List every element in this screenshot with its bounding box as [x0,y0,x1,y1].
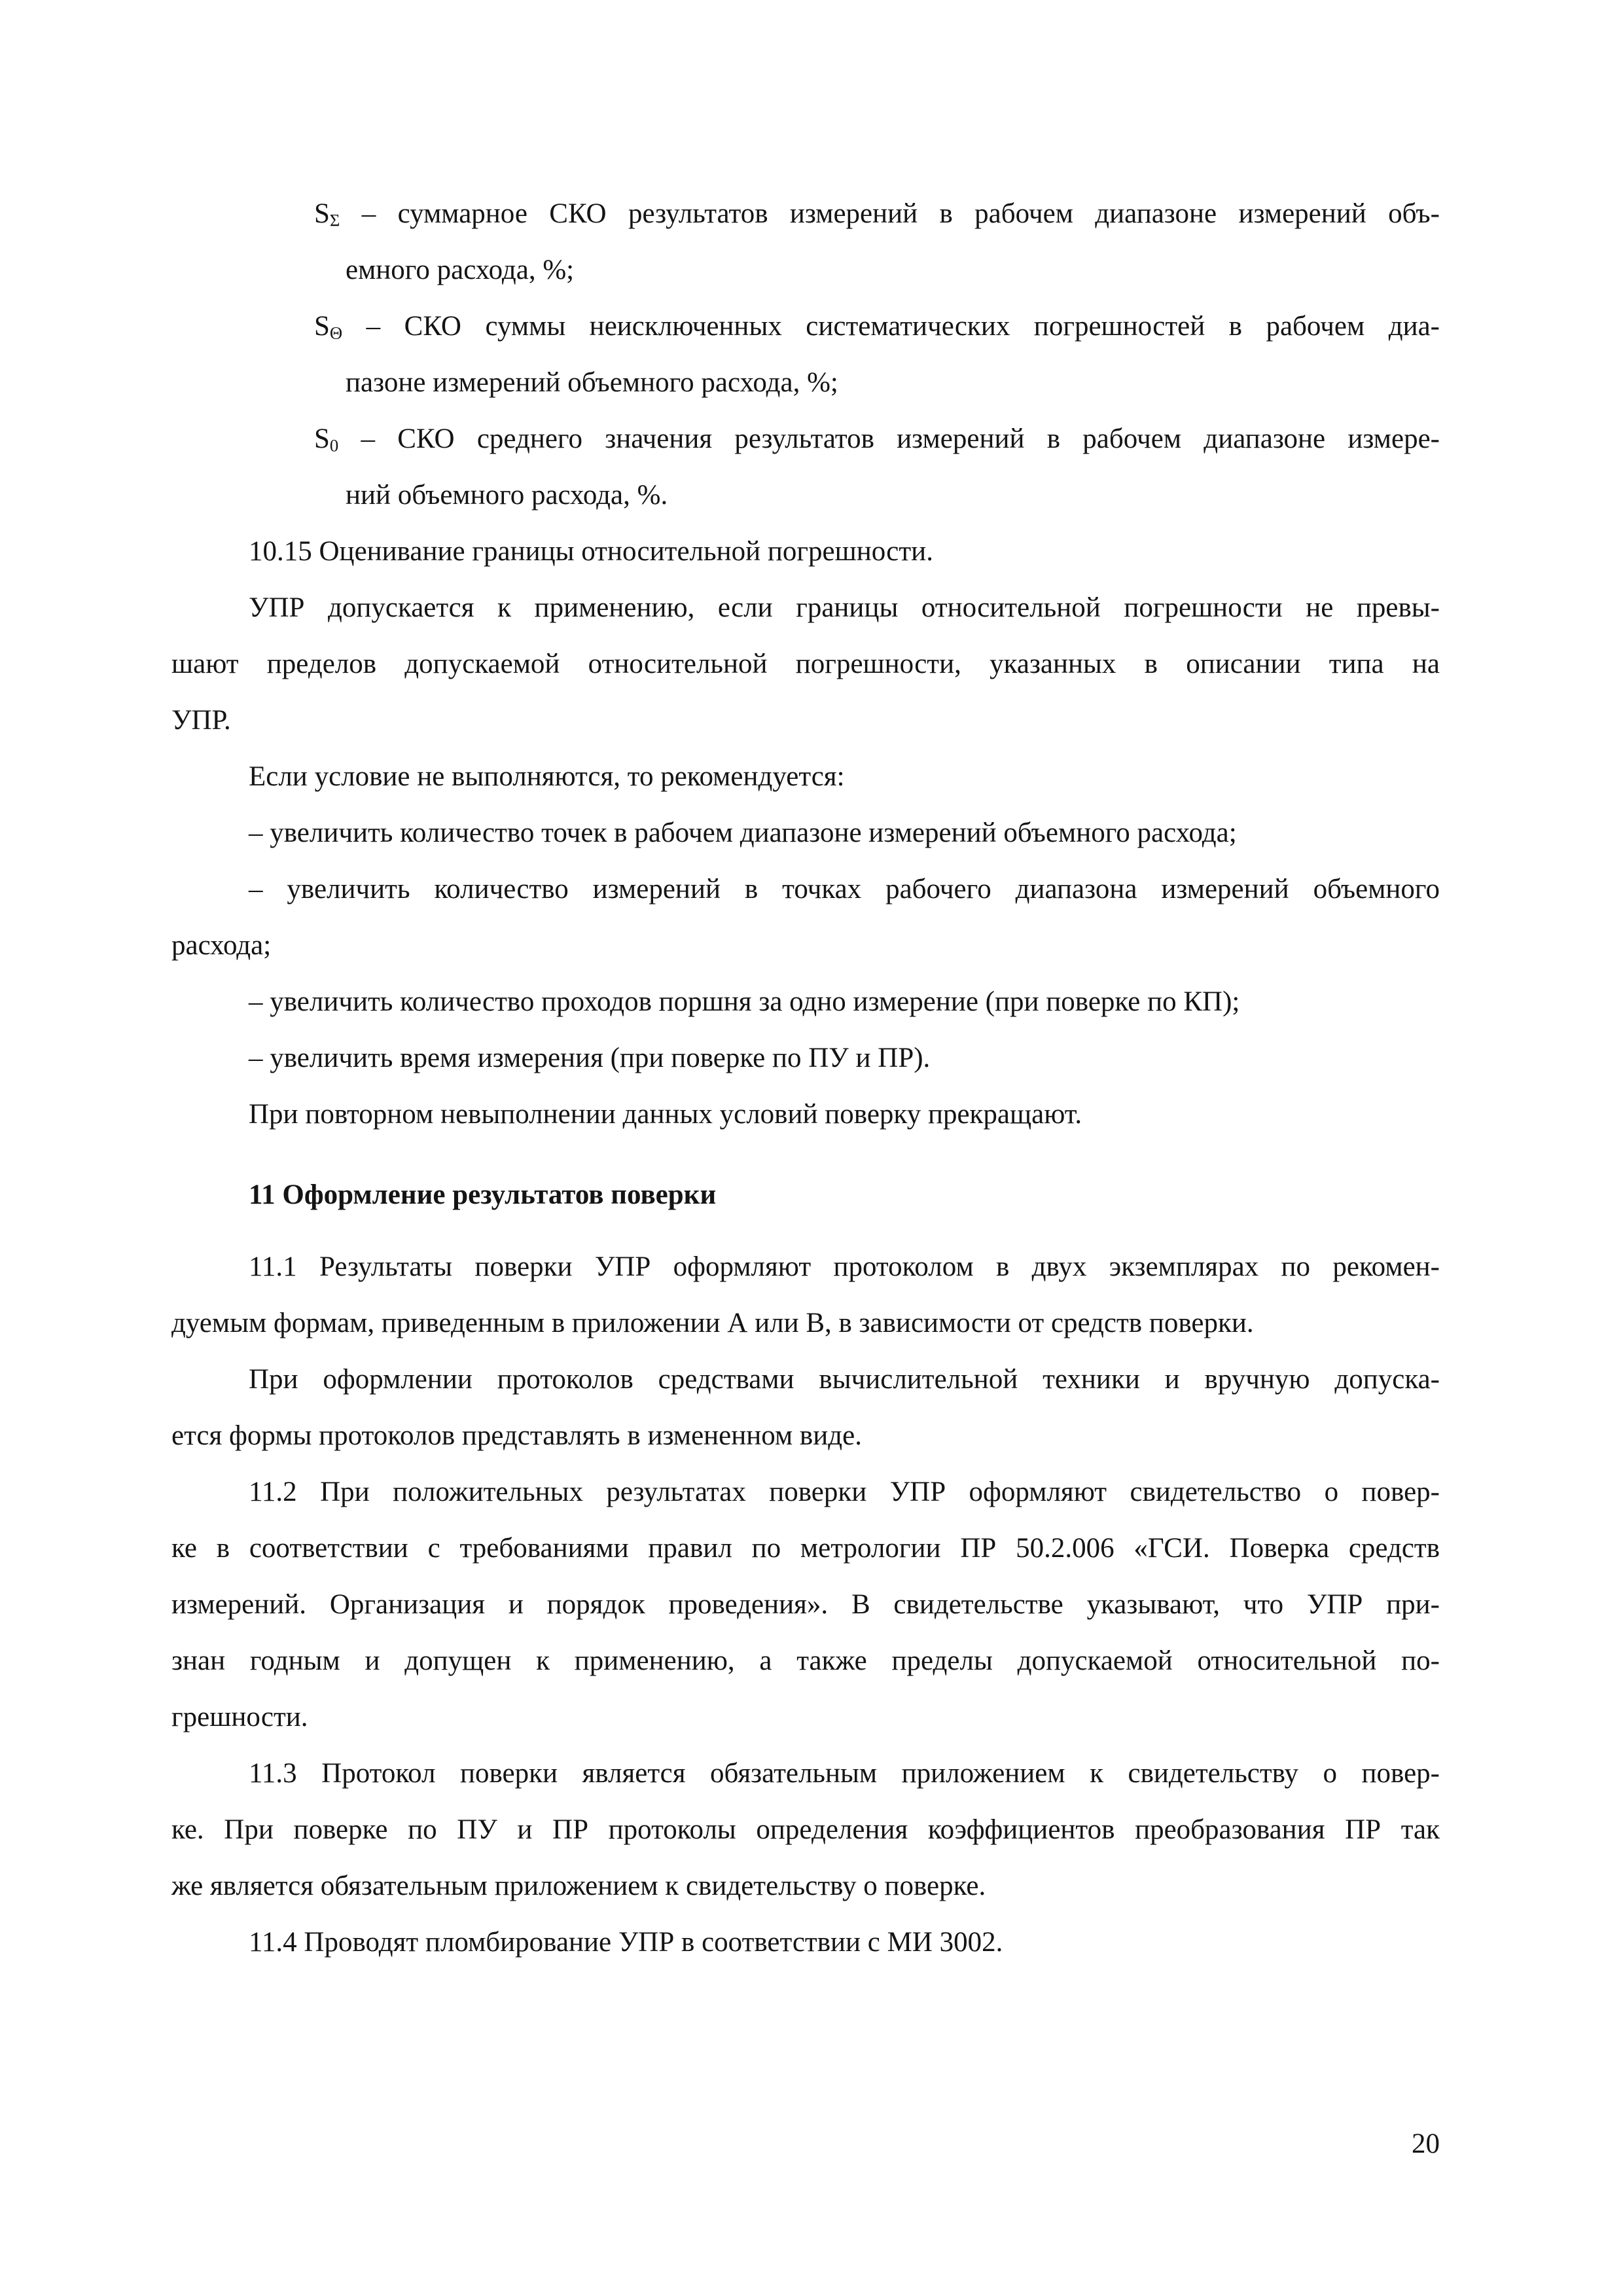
symbol: $S_\Sigma$ [314,198,340,230]
condition-line: Если условие не выполняются, то рекомендуется: [249,761,845,792]
symbol: $S_\Theta$ [314,311,343,343]
definition-s-zero: $S_0$ – СКО среднего значения результатов измерений в рабочем диапазоне измере- [314,423,1440,456]
paragraph-line: ке в соответствии с требованиями правил по метрологии ПР 50.2.006 «ГСИ. Поверка средств [171,1533,1440,1564]
definition-s-theta-continuation: пазоне измерений объемного расхода, %; [346,367,838,398]
clause-11-4: 11.4 Проводят пломбирование УПР в соответствии с МИ 3002. [249,1927,1003,1958]
paragraph-line: измерений. Организация и порядок проведения». В свидетельстве указывают, что УПР при- [171,1589,1440,1620]
clause-10-15: 10.15 Оценивание границы относительной погрешности. [249,536,933,567]
symbol: $S_0$ [314,423,339,456]
paragraph-line: УПР. [171,705,231,736]
paragraph-line: ется формы протоколов представлять в измененном виде. [171,1420,862,1451]
paragraph-line: грешности. [171,1702,308,1732]
list-item-continuation: расхода; [171,930,272,961]
stop-condition: При повторном невыполнении данных условий поверку прекращают. [249,1099,1082,1130]
list-item: – увеличить количество точек в рабочем диапазоне измерений объемного расхода; [249,817,1237,848]
definition-s-sigma: $S_\Sigma$ – суммарное СКО результатов измерений в рабочем диапазоне измерений объ- [314,198,1440,230]
paragraph-line: 11.1 Результаты поверки УПР оформляют протоколом в двух экземплярах по рекомен- [249,1251,1440,1282]
definition-s-theta: $S_\Theta$ – СКО суммы неисключенных систематических погрешностей в рабочем диа- [314,311,1440,343]
paragraph-line: же является обязательным приложением к свидетельству о поверке. [171,1871,986,1901]
list-item: – увеличить время измерения (при поверке по ПУ и ПР). [249,1043,931,1073]
paragraph-line: знан годным и допущен к применению, а также пределы допускаемой относительной по- [171,1645,1440,1676]
paragraph-line: 11.3 Протокол поверки является обязательным приложением к свидетельству о повер- [249,1758,1440,1789]
list-item: – увеличить количество проходов поршня за одно измерение (при поверке по КП); [249,986,1240,1017]
page-number: 20 [1412,2128,1440,2159]
paragraph-line: ке. При поверке по ПУ и ПР протоколы определения коэффициентов преобразования ПР так [171,1814,1440,1845]
list-item: – увеличить количество измерений в точках рабочего диапазона измерений объемного [249,874,1440,905]
paragraph-line: При оформлении протоколов средствами вычислительной техники и вручную допуска- [249,1364,1440,1395]
paragraph-line: шают пределов допускаемой относительной погрешности, указанных в описании типа на [171,649,1440,679]
paragraph-line: 11.2 При положительных результатах поверки УПР оформляют свидетельство о повер- [249,1477,1440,1507]
paragraph-line: УПР допускается к применению, если границы относительной погрешности не превы- [249,592,1440,623]
section-heading: 11 Оформление результатов поверки [249,1179,717,1210]
definition-s-zero-continuation: ний объемного расхода, %. [346,480,668,511]
paragraph-line: дуемым формам, приведенным в приложении А или В, в зависимости от средств поверки. [171,1308,1254,1338]
definition-s-sigma-continuation: емного расхода, %; [346,255,575,285]
